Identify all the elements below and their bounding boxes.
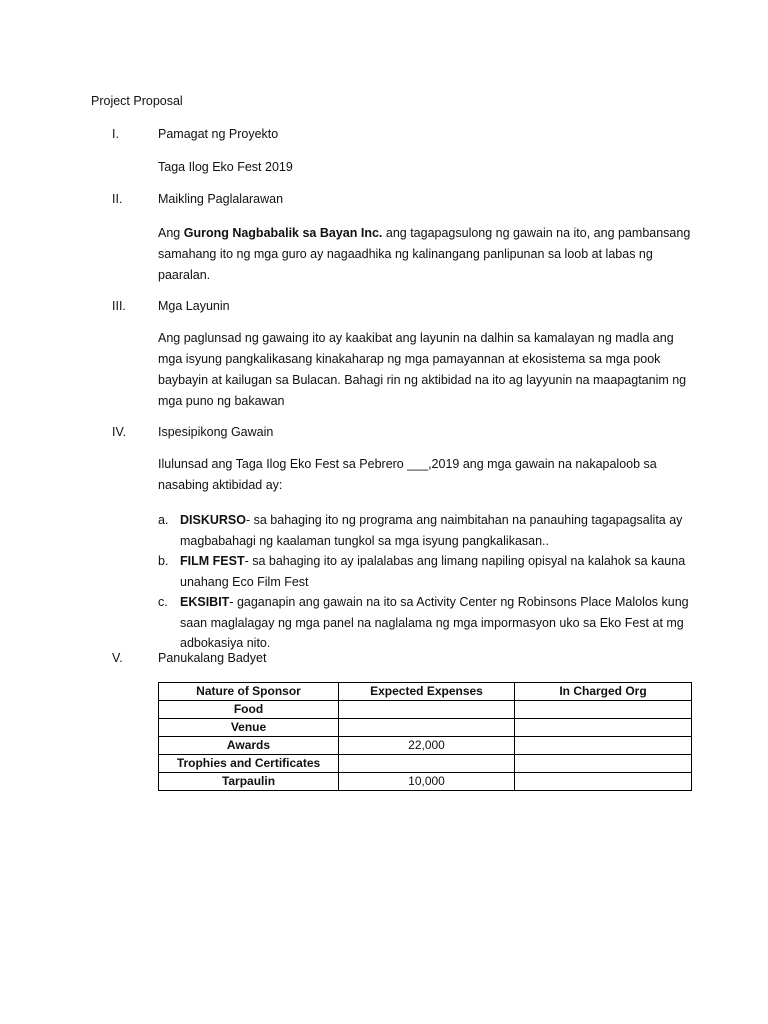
project-title: Taga Ilog Eko Fest 2019 bbox=[158, 160, 293, 174]
section-number-4: IV. bbox=[112, 425, 127, 439]
activity-marker: a. bbox=[158, 513, 169, 527]
activity-label: FILM FEST bbox=[180, 554, 245, 568]
activity-text: - gaganapin ang gawain na ito sa Activity Center ng Robinsons Place Malolos kung saan maglalagay ng mga panel na naglalama ng mga impormasyon uko sa Eko Fest at mg adbokasiya nito. bbox=[180, 595, 689, 650]
description-post: ang tagapagsulong ng gawain na ito, ang pambansang samahang ito ng mga guro ay nagaadhika ng kalinangang panlipunan sa loob at labas ng paaralan. bbox=[158, 226, 691, 282]
table-cell bbox=[339, 755, 515, 773]
section-heading-4: Ispesipikong Gawain bbox=[158, 425, 274, 439]
table-cell: 22,000 bbox=[339, 737, 515, 755]
table-cell: 10,000 bbox=[339, 773, 515, 791]
table-cell bbox=[339, 701, 515, 719]
table-cell bbox=[339, 719, 515, 737]
section-number-2: II. bbox=[112, 192, 123, 206]
activity-item bbox=[158, 510, 698, 551]
table-cell bbox=[515, 755, 692, 773]
budget-header-cell: Expected Expenses bbox=[339, 683, 515, 701]
section-heading-2: Maikling Paglalarawan bbox=[158, 192, 284, 206]
activities-list bbox=[158, 510, 698, 654]
table-cell: Awards bbox=[159, 737, 339, 755]
section-heading-1: Pamagat ng Proyekto bbox=[158, 127, 279, 141]
section-number-1: I. bbox=[112, 127, 119, 141]
activity-marker: c. bbox=[158, 595, 168, 609]
table-row bbox=[159, 737, 692, 755]
budget-header-row bbox=[159, 683, 692, 701]
budget-table bbox=[158, 682, 692, 791]
description-paragraph bbox=[158, 223, 693, 286]
table-row bbox=[159, 773, 692, 791]
activity-label: DISKURSO bbox=[180, 513, 246, 527]
activity-item bbox=[158, 551, 698, 592]
table-cell: Food bbox=[159, 701, 339, 719]
table-cell bbox=[515, 701, 692, 719]
table-cell bbox=[515, 719, 692, 737]
activity-text: - sa bahaging ito ng programa ang naimbitahan na panauhing tagapagsalita ay magbabahagi ng kaalaman tungkol sa mga isyung pangkalikasan.. bbox=[180, 513, 683, 548]
description-org: Gurong Nagbabalik sa Bayan Inc. bbox=[183, 226, 383, 240]
table-cell: Trophies and Certificates bbox=[159, 755, 339, 773]
section-heading-5: Panukalang Badyet bbox=[158, 651, 267, 665]
table-cell: Venue bbox=[159, 719, 339, 737]
table-cell: Tarpaulin bbox=[159, 773, 339, 791]
table-cell bbox=[515, 773, 692, 791]
activity-item bbox=[158, 592, 698, 654]
description-pre: Ang bbox=[158, 226, 184, 240]
table-cell bbox=[515, 737, 692, 755]
activity-marker: b. bbox=[158, 554, 169, 568]
table-row bbox=[159, 701, 692, 719]
budget-header-cell: Nature of Sponsor bbox=[159, 683, 339, 701]
activity-text: - sa bahaging ito ay ipalalabas ang limang napiling opisyal na kalahok sa kauna unahang Eco Film Fest bbox=[180, 554, 686, 589]
table-row bbox=[159, 719, 692, 737]
objectives-paragraph: Ang paglunsad ng gawaing ito ay kaakibat ang layunin na dalhin sa kamalayan ng madla ang mga isyung pangkalikasang kinakaharap ng mga pamayannan at ekosistema sa mga pook baybayin at kailugan sa Bulacan. Bahagi rin ng aktibidad na ito ag layyunin na maapagtanim ng mga puno ng bakawan bbox=[158, 331, 687, 408]
section-number-5: V. bbox=[112, 651, 123, 665]
section-heading-3: Mga Layunin bbox=[158, 299, 230, 313]
table-row bbox=[159, 755, 692, 773]
section-number-3: III. bbox=[112, 299, 126, 313]
document-title: Project Proposal bbox=[91, 94, 183, 108]
activities-intro-paragraph: Ilulunsad ang Taga Ilog Eko Fest sa Pebrero ___,2019 ang mga gawain na nakapaloob sa nasabing aktibidad ay: bbox=[158, 457, 657, 492]
budget-header-cell: In Charged Org bbox=[515, 683, 692, 701]
activity-label: EKSIBIT bbox=[180, 595, 230, 609]
